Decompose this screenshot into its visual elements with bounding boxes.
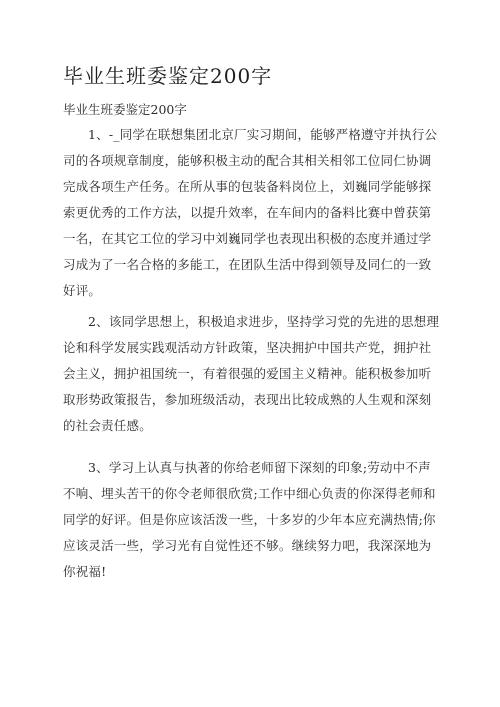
paragraph-line: 同学的好评。但是你应该活泼一些，十多岁的少年本应充满热情;你 xyxy=(63,512,436,527)
paragraph-line: 会主义，拥护祖国统一，有着很强的爱国主义精神。能积极参加听 xyxy=(63,366,432,381)
paragraph-1 xyxy=(63,122,441,304)
paragraph-line: 的社会责任感。 xyxy=(63,418,152,433)
paragraph-line: 取形势政策报告，参加班级活动，表现出比较成熟的人生观和深刻 xyxy=(63,392,432,407)
paragraph-line: 论和科学发展实践观活动方针政策，坚决拥护中国共产党，拥护社 xyxy=(63,340,432,355)
paragraph-line: 司的各项规章制度，能够积极主动的配合其相关相邻工位同仁协调 xyxy=(63,153,432,168)
paragraph-line: 习成为了一名合格的多能工，在团队生活中得到领导及同仁的一致 xyxy=(63,257,432,272)
paragraph-line: 完成各项生产任务。在所从事的包装备料岗位上，刘巍同学能够探 xyxy=(63,179,432,194)
paragraph-2 xyxy=(63,309,441,439)
document-subtitle: 毕业生班委鉴定200字 xyxy=(63,102,187,117)
paragraph-line: 3、学习上认真与执著的你给老师留下深刻的印象;劳动中不声 xyxy=(88,460,431,475)
paragraph-3 xyxy=(63,455,441,585)
paragraph-line: 2、该同学思想上，积极追求进步，坚持学习党的先进的思想理 xyxy=(88,314,440,329)
paragraph-line: 索更优秀的工作方法，以提升效率，在车间内的备料比赛中曾获第 xyxy=(63,205,432,220)
paragraph-line: 1、-_同学在联想集团北京厂实习期间，能够严格遵守并执行公 xyxy=(88,127,438,142)
paragraph-line: 应该灵活一些，学习光有自觉性还不够。继续努力吧，我深深地为 xyxy=(63,538,432,553)
paragraph-line: 不响、埋头苦干的你令老师很欣赏;工作中细心负责的你深得老师和 xyxy=(63,486,436,501)
paragraph-line: 你祝福! xyxy=(63,564,107,579)
paragraph-line: 好评。 xyxy=(63,283,102,298)
paragraph-line: 一名，在其它工位的学习中刘巍同学也表现出积极的态度并通过学 xyxy=(63,231,432,246)
document-title: 毕业生班委鉴定200字 xyxy=(63,64,273,88)
